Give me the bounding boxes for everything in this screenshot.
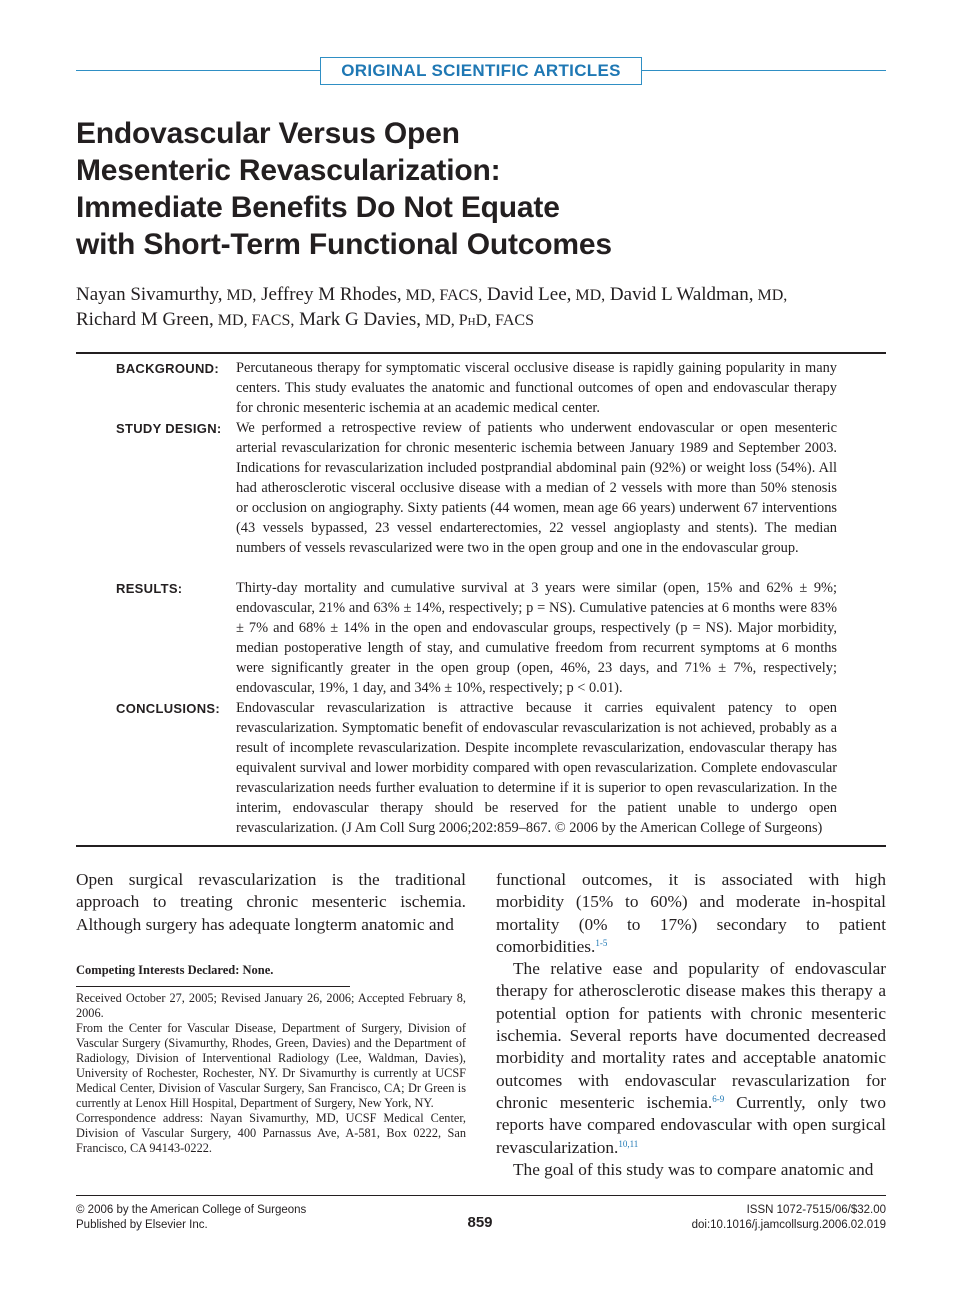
author-degrees: MD, FACS, <box>213 312 295 329</box>
author-name: Mark G Davies, <box>294 309 421 330</box>
author-degrees: MD, <box>222 287 257 304</box>
title-line: Endovascular Versus Open <box>76 117 460 150</box>
title-line: with Short-Term Functional Outcomes <box>76 228 612 261</box>
competing-interests: Competing Interests Declared: None. <box>76 963 274 977</box>
section-label: ORIGINAL SCIENTIFIC ARTICLES <box>320 57 642 85</box>
footer-right <box>692 1203 886 1233</box>
title-line: Immediate Benefits Do Not Equate <box>76 191 560 224</box>
copyright-line: © 2006 by the American College of Surgeons <box>76 1204 307 1216</box>
study-design-text: We performed a retrospective review of patients who underwent endovascular or open mesenteric arterial revascularization for chronic mesenteric ischemia between January 1989 and September 2003. Indications for revascularization included postprandial abdominal pain (92%) or weight loss (54%). All had atherosclerotic visceral occlusive disease with a median of 2 vessels with more than 50% stenosis or occlusion on angiography. Sixty patients (44 women, mean age 66 years) underwent 67 interventions (43 vessels bypassed, 23 vessel endarterectomies, 22 vessel angioplasty and stents). The median numbers of vessels revascularized were two in the open group and one in the endovascular group. <box>236 420 837 556</box>
page-number: 859 <box>467 1214 493 1231</box>
body-text: functional outcomes, it is associated with high morbidity (15% to 60%) and moderate in-hospital mortality (0% to 17%) secondary to patient comorbidities. <box>496 870 886 956</box>
body-text: The relative ease and popularity of endovascular therapy for atherosclerotic disease makes this therapy a potential option for patients with chronic mesenteric ischemia. Several reports have documented decreased morbidity and mortality rates and acceptable anatomic outcomes with endovascular revascularization for chronic mesenteric ischemia. <box>496 959 886 1112</box>
citation-ref[interactable]: 6-9 <box>712 1093 725 1104</box>
author-degrees: MD, <box>753 287 788 304</box>
author-name: David L Waldman, <box>605 284 754 305</box>
article-title <box>76 115 696 263</box>
results-label: RESULTS: <box>116 581 183 596</box>
received-dates: Received October 27, 2005; Revised January 26, 2006; Accepted February 8, 2006. <box>76 991 466 1020</box>
author-name: Jeffrey M Rhodes, <box>256 284 402 305</box>
author-degrees: MD, PhD, FACS <box>420 312 534 329</box>
author-degrees: MD, FACS, <box>401 287 483 304</box>
author-list <box>76 283 856 333</box>
publisher-line: Published by Elsevier Inc. <box>76 1219 208 1231</box>
citation-ref[interactable]: 10,11 <box>618 1138 639 1149</box>
footnotes <box>76 991 466 1156</box>
author-name: Nayan Sivamurthy, <box>76 284 223 305</box>
abstract-bottom-rule <box>76 845 886 847</box>
correspondence-note: Correspondence address: Nayan Sivamurthy, MD, UCSF Medical Center, Division of Vascular Surgery, 400 Parnassus Ave, A-581, Box 0222, San Francisco, CA 94143-0222. <box>76 1111 466 1155</box>
author-line-2 <box>76 308 856 333</box>
footnote-rule <box>76 986 350 987</box>
author-degrees: MD, <box>571 287 606 304</box>
doi-link[interactable]: doi:10.1016/j.jamcollsurg.2006.02.019 <box>691 1219 886 1231</box>
conclusions-text: Endovascular revascularization is attractive because it carries equivalent patency to open revascularization. Symptomatic benefit of endovascular revascularization is not achieved, probably as a result of incomplete revascularization. Despite incomplete revascularization, endovascular therapy has equivalent survival and lower morbidity compared with open revascularization. Complete endovascular revascularization needs further evaluation to determine if it is superior to open revascularization. In the interim, endovascular therapy should be reserved for the patient unable to undergo open revascularization. (J Am Coll Surg 2006;202:859–867. © 2006 by the American College of Surgeons) <box>236 700 837 836</box>
affiliation-note: From the Center for Vascular Disease, Department of Surgery, Division of Vascular Surgery (Sivamurthy, Rhodes, Green, Davies) and the Department of Radiology, Division of Interventional Radiology (Lee, Waldman, Davies), University of Rochester, Rochester, NY. Dr Sivamurthy is currently at UCSF Medical Center, Division of Vascular Surgery, San Francisco, CA; Dr Green is currently at Lenox Hill Hospital, Department of Surgery, New York, NY. <box>76 1021 466 1110</box>
study-design-label: STUDY DESIGN: <box>116 421 222 436</box>
intro-paragraph: Open surgical revascularization is the traditional approach to treating chronic mesenteric ischemia. Although surgery has adequate longterm anatomic and <box>76 870 466 934</box>
citation-ref[interactable]: 1-5 <box>595 937 608 948</box>
results-text: Thirty-day mortality and cumulative survival at 3 years were similar (open, 15% and 62% ± 9%; endovascular, 21% and 63% ± 14%, respectively; p = NS). Cumulative patencies at 6 months were 83% ± 7% and 68% ± 14% in the open and endovascular groups, respectively (p = NS). Major morbidity, median postoperative length of stay, and cumulative freedom from recurrent symptoms at 6 months were significantly greater in the open group (open, 46%, 23 days, and 71% ± 7%, respectively; endovascular, 19%, 1 day, and 34% ± 10%, respectively; p < 0.01). <box>236 580 837 696</box>
title-line: Mesenteric Revascularization: <box>76 154 501 187</box>
body-paragraph <box>496 869 886 958</box>
background-text: Percutaneous therapy for symptomatic visceral occlusive disease is rapidly gaining popularity in many centers. This study evaluates the anatomic and functional outcomes of open and endovascular therapy for chronic mesenteric ischemia at an academic medical center. <box>236 360 837 416</box>
conclusions-label: CONCLUSIONS: <box>116 701 220 716</box>
author-name: Richard M Green, <box>76 309 214 330</box>
abstract-top-rule <box>76 352 886 354</box>
author-line-1 <box>76 283 856 308</box>
body-left-column <box>76 869 466 936</box>
body-right-column <box>496 869 886 1181</box>
author-name: David Lee, <box>482 284 572 305</box>
background-label: BACKGROUND: <box>116 361 219 376</box>
issn-line: ISSN 1072-7515/06/$32.00 <box>746 1204 886 1216</box>
body-paragraph <box>496 958 886 1159</box>
footer-rule <box>76 1195 886 1196</box>
body-text: Currently, only two reports have compared endovascular with open surgical revascularization. <box>496 1092 886 1157</box>
body-paragraph: The goal of this study was to compare anatomic and <box>513 1159 874 1179</box>
